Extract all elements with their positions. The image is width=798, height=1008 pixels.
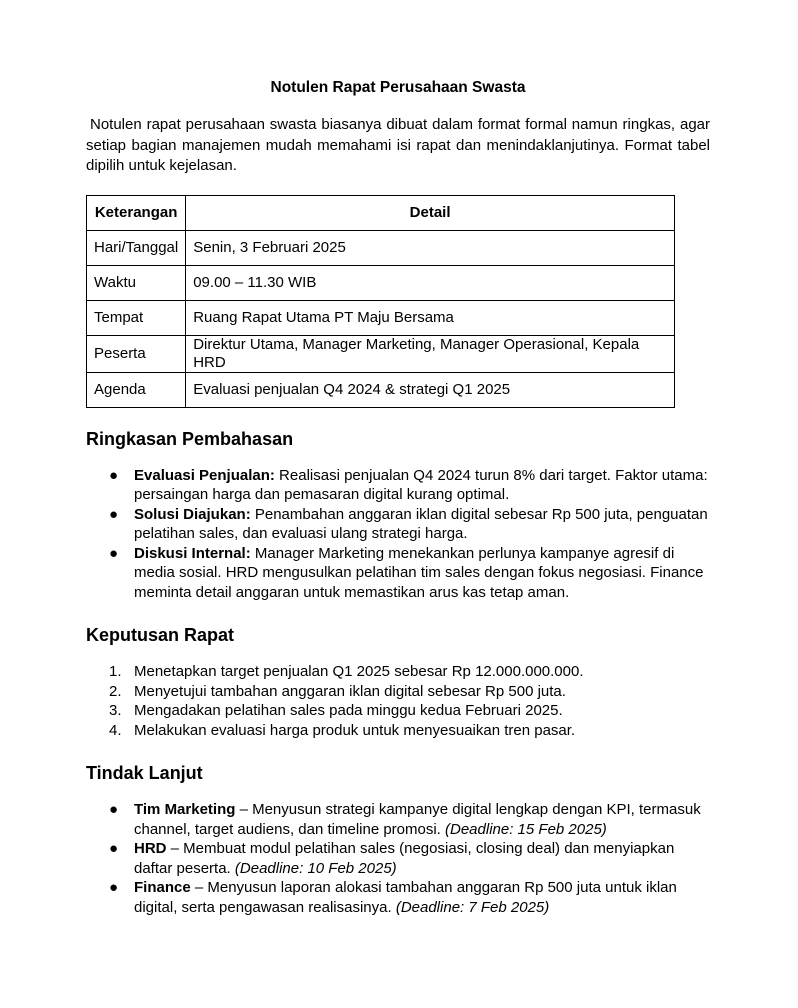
bullet-icon: ●	[109, 879, 119, 896]
bullet-icon: ●	[109, 466, 119, 484]
table-header-keterangan: Keterangan	[87, 195, 186, 230]
row-label: Hari/Tanggal	[87, 230, 186, 265]
item-text: Menetapkan target penjualan Q1 2025 sebesar Rp 12.000.000.000.	[134, 663, 584, 680]
row-label: Peserta	[87, 335, 186, 372]
bullet-icon: ●	[109, 840, 119, 857]
keputusan-list	[86, 662, 710, 740]
list-item	[86, 878, 710, 917]
table-row	[87, 335, 675, 372]
ringkasan-heading: Ringkasan Pembahasan	[86, 428, 294, 449]
document-title: Notulen Rapat Perusahaan Swasta	[270, 79, 526, 96]
keputusan-heading: Keputusan Rapat	[86, 625, 235, 645]
item-text: Mengadakan pelatihan sales pada minggu kedua Februari 2025.	[134, 702, 563, 719]
list-item	[86, 701, 710, 721]
item-text: Penambahan anggaran iklan digital sebesar Rp 500 juta, penguatan pelatihan sales, dan evaluasi ulang strategi harga.	[134, 505, 708, 542]
item-number: 4.	[109, 721, 122, 739]
table-header-row	[87, 195, 675, 230]
intro-paragraph: Notulen rapat perusahaan swasta biasanya dibuat dalam format formal namun ringkas, agar setiap bagian manajemen mudah memahami isi rapat dan menindaklanjutinya. Format tabel dipilih untuk kejelasan.	[86, 116, 710, 174]
item-number: 2.	[109, 682, 122, 700]
meeting-info-table	[86, 195, 675, 408]
item-number: 1.	[109, 663, 122, 680]
list-item	[86, 682, 710, 702]
item-label: HRD	[134, 840, 167, 857]
item-label: Solusi Diajukan:	[134, 505, 251, 523]
bullet-icon: ●	[109, 505, 119, 523]
row-label: Tempat	[87, 300, 186, 335]
item-text: – Menyusun laporan alokasi tambahan anggaran Rp 500 juta untuk iklan digital, serta pengawasan realisasinya.	[134, 879, 677, 916]
tindak-lanjut-list	[86, 800, 710, 917]
item-deadline: (Deadline: 7 Feb 2025)	[395, 898, 550, 916]
item-deadline: (Deadline: 10 Feb 2025)	[234, 859, 397, 877]
item-label: Evaluasi Penjualan:	[134, 466, 275, 484]
list-item	[86, 800, 710, 839]
table-row	[87, 300, 675, 335]
item-deadline: (Deadline: 15 Feb 2025)	[445, 820, 607, 838]
list-item	[86, 839, 710, 878]
list-item	[86, 662, 710, 682]
list-item	[86, 505, 710, 544]
row-value: Ruang Rapat Utama PT Maju Bersama	[186, 300, 675, 335]
item-label: Finance	[134, 879, 191, 896]
item-label: Tim Marketing	[134, 801, 236, 818]
item-number: 3.	[109, 702, 122, 719]
list-item	[86, 544, 710, 603]
item-text: – Membuat modul pelatihan sales (negosiasi, closing deal) dan menyiapkan daftar peserta.	[134, 840, 675, 877]
row-label: Waktu	[87, 265, 186, 300]
item-text: – Menyusun strategi kampanye digital lengkap dengan KPI, termasuk channel, target audiens, dan timeline promosi.	[134, 801, 701, 838]
item-text: Manager Marketing menekankan perlunya kampanye agresif di media sosial. HRD mengusulkan pelatihan tim sales dengan fokus negosiasi. Finance meminta detail anggaran untuk memastikan arus kas tetap aman.	[134, 544, 704, 601]
item-text: Melakukan evaluasi harga produk untuk menyesuaikan tren pasar.	[134, 721, 576, 739]
bullet-icon: ●	[109, 544, 119, 562]
table-header-detail: Detail	[186, 195, 675, 230]
bullet-icon: ●	[109, 801, 119, 818]
row-label: Agenda	[87, 372, 186, 407]
row-value: Direktur Utama, Manager Marketing, Manager Operasional, Kepala HRD	[186, 335, 675, 372]
item-text: Realisasi penjualan Q4 2024 turun 8% dari target. Faktor utama: persaingan harga dan pemasaran digital kurang optimal.	[134, 466, 708, 503]
ringkasan-list	[86, 466, 710, 603]
table-row	[87, 265, 675, 300]
list-item	[86, 466, 710, 505]
tindak-lanjut-heading: Tindak Lanjut	[86, 763, 203, 783]
item-text: Menyetujui tambahan anggaran iklan digital sebesar Rp 500 juta.	[134, 682, 566, 700]
row-value: Senin, 3 Februari 2025	[186, 230, 675, 265]
table-row	[87, 372, 675, 407]
document-page	[86, 78, 710, 917]
row-value: 09.00 – 11.30 WIB	[186, 265, 675, 300]
list-item	[86, 721, 710, 741]
row-value: Evaluasi penjualan Q4 2024 & strategi Q1 2025	[186, 372, 675, 407]
table-row	[87, 230, 675, 265]
item-label: Diskusi Internal:	[134, 544, 251, 562]
